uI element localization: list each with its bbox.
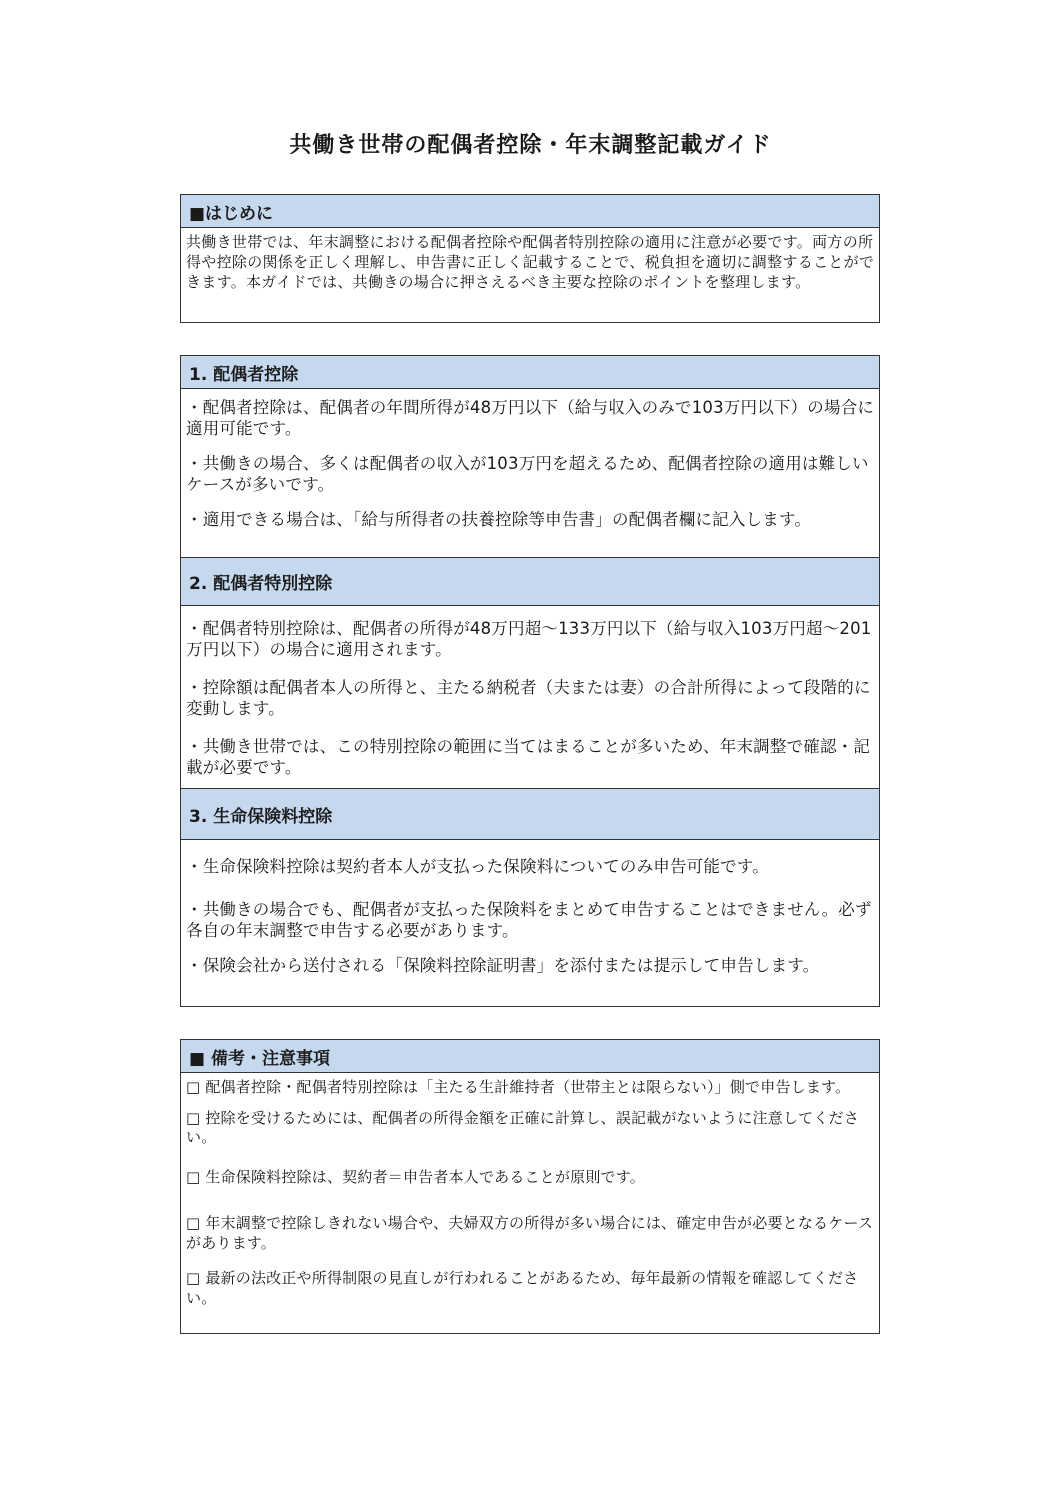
- section-body-life-insurance-deduction: [181, 840, 879, 982]
- list-item: ・共働き世帯では、この特別控除の範囲に当てはまることが多いため、年末調整で確認・記載が必要です。: [186, 737, 871, 777]
- list-item: ・生命保険料控除は契約者本人が支払った保険料についてのみ申告可能です。: [186, 857, 769, 876]
- section-body-spousal-deduction: [181, 389, 879, 557]
- notes-heading: ■ 備考・注意事項: [181, 1040, 879, 1073]
- intro-text: 共働き世帯では、年末調整における配偶者控除や配偶者特別控除の適用に注意が必要です。両方の所得や控除の関係を正しく理解し、申告書に正しく記載することで、税負担を適切に調整することができます。本ガイドでは、共働きの場合に押さえるべき主要な控除のポイントを整理します。: [186, 233, 875, 291]
- note-item: □ 控除を受けるためには、配偶者の所得金額を正確に計算し、誤記載がないように注意してください。: [186, 1108, 859, 1146]
- list-item: ・適用できる場合は、「給与所得者の扶養控除等申告書」の配偶者欄に記入します。: [186, 510, 812, 529]
- section-body-special-spousal-deduction: [181, 606, 879, 788]
- section-heading-life-insurance-deduction: 3. 生命保険料控除: [181, 788, 879, 840]
- list-item: ・控除額は配偶者本人の所得と、主たる納税者（夫または妻）の合計所得によって段階的に変動します。: [186, 678, 871, 718]
- list-item: ・保険会社から送付される「保険料控除証明書」を添付または提示して申告します。: [186, 956, 820, 975]
- list-item: ・配偶者控除は、配偶者の年間所得が48万円以下（給与収入のみで103万円以下）の場合に適用可能です。: [186, 398, 875, 438]
- note-item: □ 最新の法改正や所得制限の見直しが行われることがあるため、毎年最新の情報を確認してください。: [186, 1269, 859, 1307]
- intro-body: [181, 228, 879, 298]
- note-item: □ 配偶者控除・配偶者特別控除は「主たる生計維持者（世帯主とは限らない）」側で申告します。: [186, 1078, 851, 1096]
- intro-box: [180, 194, 880, 323]
- deductions-box: [180, 355, 880, 1007]
- list-item: ・共働きの場合、多くは配偶者の収入が103万円を超えるため、配偶者控除の適用は難しいケースが多いです。: [186, 454, 869, 494]
- page-title: 共働き世帯の配偶者控除・年末調整記載ガイド: [289, 133, 772, 158]
- notes-box: [180, 1039, 880, 1334]
- section-heading-special-spousal-deduction: 2. 配偶者特別控除: [181, 557, 879, 606]
- section-heading-spousal-deduction: 1. 配偶者控除: [181, 356, 879, 389]
- list-item: ・配偶者特別控除は、配偶者の所得が48万円超～133万円以下（給与収入103万円超～201万円以下）の場合に適用されます。: [186, 619, 872, 659]
- notes-body: [181, 1073, 879, 1314]
- note-item: □ 年末調整で控除しきれない場合や、夫婦双方の所得が多い場合には、確定申告が必要となるケースがあります。: [186, 1214, 874, 1252]
- intro-heading: ■はじめに: [181, 195, 879, 228]
- list-item: ・共働きの場合でも、配偶者が支払った保険料をまとめて申告することはできません。必ず各自の年末調整で申告する必要があります。: [186, 900, 872, 940]
- note-item: □ 生命保険料控除は、契約者＝申告者本人であることが原則です。: [186, 1167, 645, 1186]
